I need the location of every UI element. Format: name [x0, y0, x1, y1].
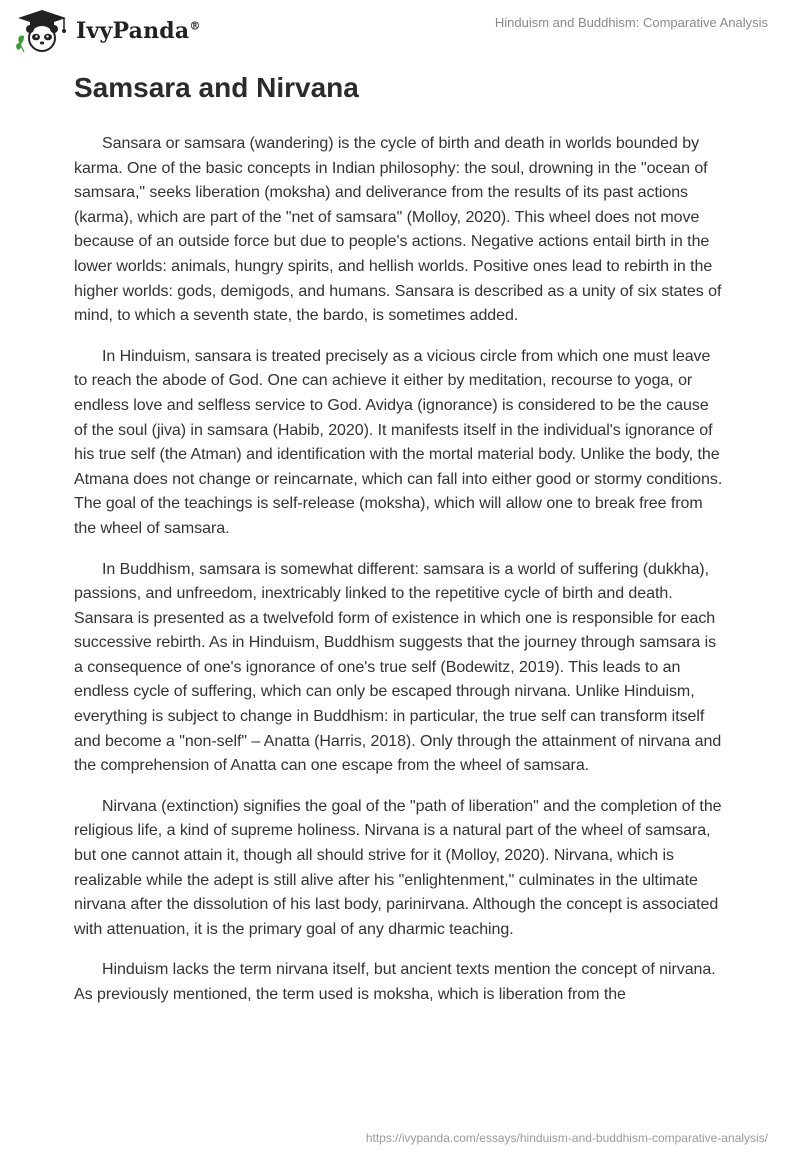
paragraph: In Buddhism, samsara is somewhat different: samsara is a world of suffering (dukkha), passions, and unfreedom, inextricably linked to the repetitive cycle of birth and death. Sansara is presented as a twelvefold form of existence in which one is responsible for each successive rebirth. As in Hinduism, Buddhism suggests that the journey through samsara is a consequence of one's ignorance of one's true self (Bodewitz, 2019). This leads to an endless cycle of suffering, which can only be escaped through nirvana. Unlike Hinduism, everything is subject to change in Buddhism: in particular, the true self can transform itself and become a "non-self" – Anatta (Harris, 2018). Only through the attainment of nirvana and the comprehension of Anatta can one escape from the wheel of samsara.	[74, 560, 722, 775]
ivypanda-logo[interactable]	[14, 8, 201, 54]
paragraph: Hinduism lacks the term nirvana itself, but ancient texts mention the concept of nirvana. As previously mentioned, the term used is moksha, which is liberation from the	[74, 961, 716, 1003]
registered-mark: ®	[189, 19, 201, 33]
brand-name: IvyPanda®	[76, 18, 201, 44]
panda-graduate-icon	[14, 8, 70, 54]
paragraph: Nirvana (extinction) signifies the goal of the "path of liberation" and the completion of the religious life, a kind of supreme holiness. Nirvana is a natural part of the wheel of samsara, but one cannot attain it, though all should strive for it (Molloy, 2020). Nirvana, which is realizable while the adept is still alive after his "enlightenment," culminates in the ultimate nirvana after the dissolution of his last body, parinirvana. Although the concept is associated with attenuation, it is the primary goal of any dharmic teaching.	[74, 797, 722, 938]
source-url[interactable]: https://ivypanda.com/essays/hinduism-and-buddhism-comparative-analysis/	[365, 1131, 768, 1145]
section-heading: Samsara and Nirvana	[74, 72, 359, 103]
document-title: Hinduism and Buddhism: Comparative Analysis	[494, 15, 768, 30]
paragraph: Sansara or samsara (wandering) is the cycle of birth and death in worlds bounded by karma. One of the basic concepts in Indian philosophy: the soul, drowning in the "ocean of samsara," seeks liberation (moksha) and deliverance from the results of its past actions (karma), which are part of the "net of samsara" (Molloy, 2020). This wheel does not move because of an outside force but due to people's actions. Negative actions entail birth in the lower worlds: animals, hungry spirits, and hellish worlds. Positive ones lead to rebirth in the higher worlds: gods, demigods, and humans. Sansara is described as a unity of six states of mind, to which a seventh state, the bardo, is sometimes added.	[74, 135, 722, 325]
page-header	[0, 0, 800, 60]
article-body	[74, 132, 724, 1024]
paragraph: In Hinduism, sansara is treated precisely as a vicious circle from which one must leave to reach the abode of God. One can achieve it either by meditation, recourse to yoga, or endless love and selfless service to God. Avidya (ignorance) is considered to be the cause of the soul (jiva) in samsara (Habib, 2020). It manifests itself in the individual's ignorance of his true self (the Atman) and identification with the mortal material body. Unlike the body, the Atmana does not change or reincarnate, which can fall into either good or stormy conditions. The goal of the teachings is self-release (moksha), which will allow one to break free from the wheel of samsara.	[74, 347, 723, 537]
